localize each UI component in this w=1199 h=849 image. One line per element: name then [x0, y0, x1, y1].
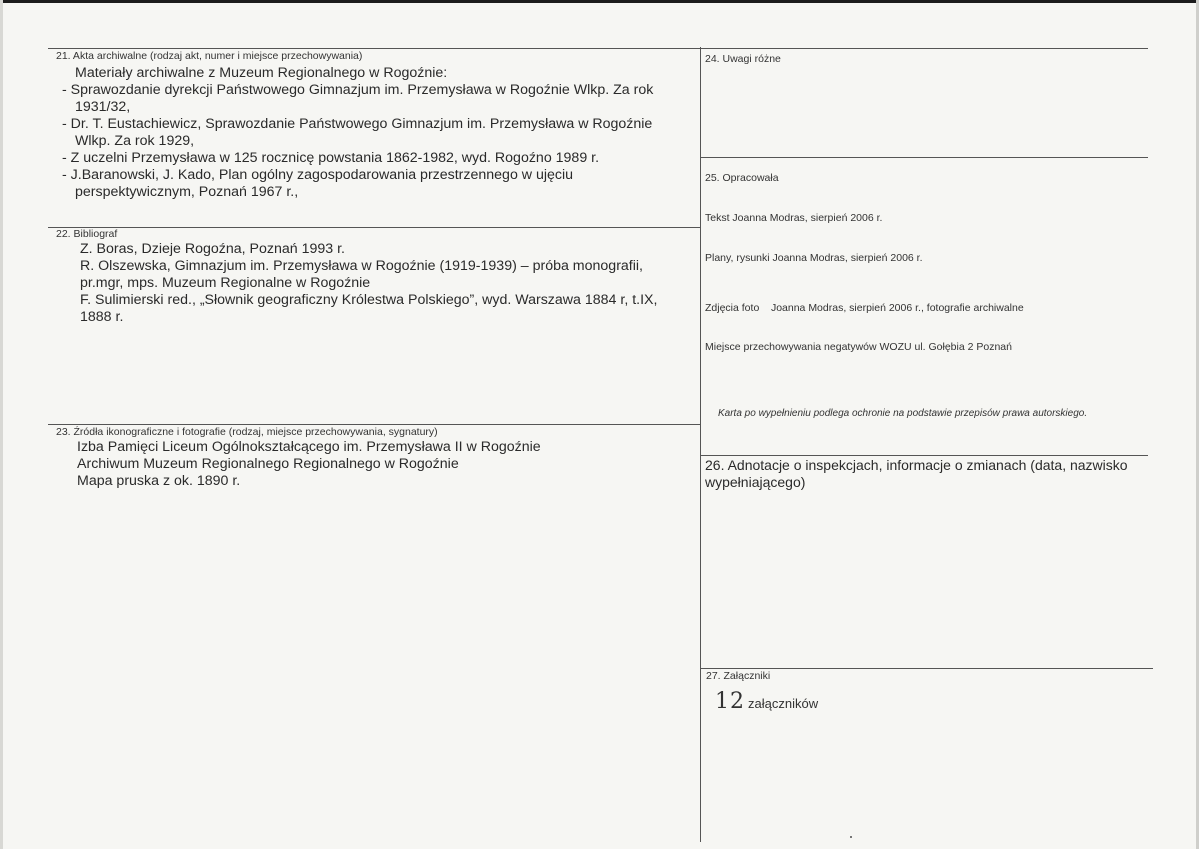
section25-label: 25. Opracowała — [705, 172, 779, 184]
section24-label: 24. Uwagi różne — [705, 53, 781, 65]
section21-intro: Materiały archiwalne z Muzeum Regionalnego w Rogoźnie: — [75, 65, 448, 81]
section21-line: 1931/32, — [75, 99, 131, 115]
section22-line: Z. Boras, Dzieje Rogoźna, Poznań 1993 r. — [80, 241, 345, 257]
section22-line: 1888 r. — [80, 309, 124, 325]
section26-label-line1: 26. Adnotacje o inspekcjach, informacje o zmianach (data, nazwisko — [705, 457, 1128, 473]
section21-line: - Dr. T. Eustachiewicz, Sprawozdanie Państwowego Gimnazjum im. Przemysława w Rogoźnie — [62, 116, 653, 132]
row-line-21 — [48, 48, 700, 49]
section26-label — [705, 457, 1128, 491]
section21-line: Wlkp. Za rok 1929, — [75, 133, 195, 149]
section21-content — [62, 65, 653, 201]
section26-label-line2: wypełniającego) — [705, 474, 806, 490]
row-line-25 — [701, 157, 1148, 158]
section21-label: 21. Akta archiwalne (rodzaj akt, numer i miejsce przechowywania) — [56, 50, 363, 62]
row-line-23 — [48, 424, 700, 425]
section21-line: - J.Baranowski, J. Kado, Plan ogólny zagospodarowania przestrzennego w ujęciu — [62, 167, 574, 183]
section23-content — [77, 439, 541, 490]
section25-zdjecia: Zdjęcia foto Joanna Modras, sierpień 2006 r., fotografie archiwalne — [705, 302, 1024, 314]
top-border — [0, 0, 1199, 3]
row-line-22 — [48, 227, 700, 228]
section22-content — [80, 241, 657, 326]
section21-line: - Z uczelni Przemysława w 125 rocznicę powstania 1862-1982, wyd. Rogoźno 1989 r. — [62, 150, 600, 166]
copyright-note: Karta po wypełnieniu podlega ochronie na podstawie przepisów prawa autorskiego. — [718, 408, 1088, 419]
section23-line: Archiwum Muzeum Regionalnego Regionalnego w Rogoźnie — [77, 456, 459, 472]
section22-label: 22. Bibliograf — [56, 228, 118, 240]
left-edge — [0, 0, 3, 849]
scan-speck — [850, 836, 852, 838]
section22-line: pr.mgr, mps. Muzeum Regionalne w Rogoźnie — [80, 275, 371, 291]
section21-line: perspektywicznym, Poznań 1967 r., — [75, 184, 299, 200]
section27-label: 27. Załączniki — [706, 670, 771, 682]
section25-plany: Plany, rysunki Joanna Modras, sierpień 2006 r. — [705, 252, 923, 264]
section22-line: R. Olszewska, Gimnazjum im. Przemysława w Rogoźnie (1919-1939) – próba monografii, — [80, 258, 643, 274]
attachment-word: załączników — [748, 696, 819, 711]
column-divider — [700, 47, 701, 842]
row-line-27 — [701, 668, 1153, 669]
section25-miejsce: Miejsce przechowywania negatywów WOZU ul. Gołębia 2 Poznań — [705, 341, 1012, 353]
row-line-26 — [701, 455, 1148, 456]
section22-line: F. Sulimierski red., „Słownik geograficzny Królestwa Polskiego”, wyd. Warszawa 1884 r, t.IX, — [80, 292, 658, 308]
section23-line: Izba Pamięci Liceum Ogólnokształcącego im. Przemysława II w Rogoźnie — [77, 439, 541, 455]
section25-tekst: Tekst Joanna Modras, sierpień 2006 r. — [705, 212, 883, 224]
section21-line: - Sprawozdanie dyrekcji Państwowego Gimnazjum im. Przemysława w Rogoźnie Wlkp. Za rok — [62, 82, 654, 98]
section23-label: 23. Źródła ikonograficzne i fotografie (rodzaj, miejsce przechowywania, sygnatury) — [56, 426, 438, 438]
row-line-24 — [701, 48, 1148, 49]
section23-line: Mapa pruska z ok. 1890 r. — [77, 473, 241, 489]
attachment-count: 12 — [715, 689, 745, 714]
